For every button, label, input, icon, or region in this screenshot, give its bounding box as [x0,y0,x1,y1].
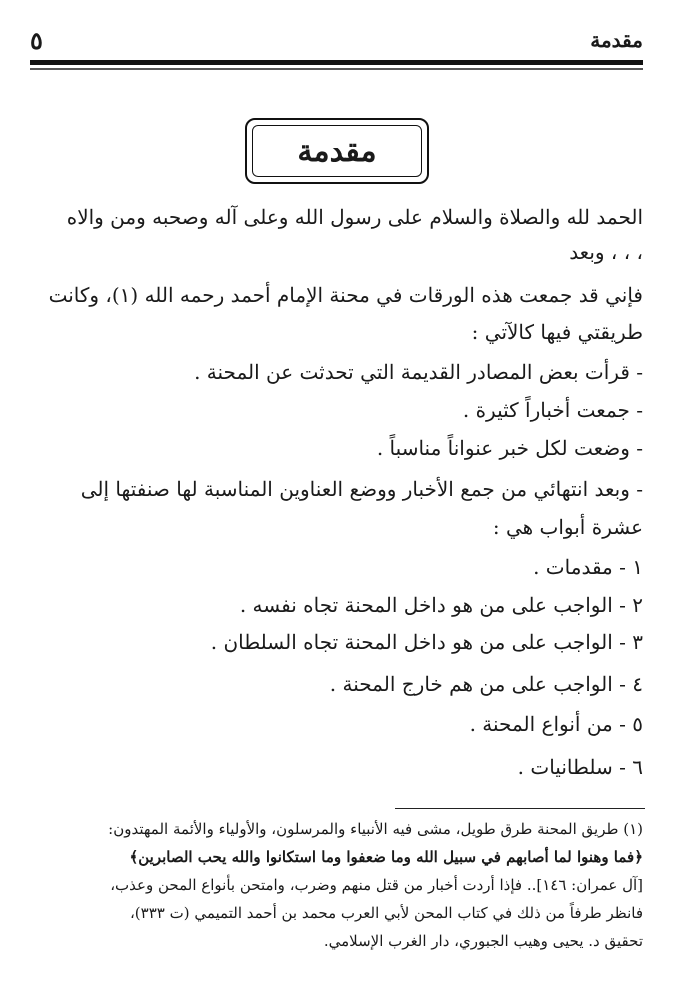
header-rule-thin [30,68,643,70]
chapter-item: ٢ - الواجب على من هو داخل المحنة تجاه نفسه . [239,593,643,617]
body-line-4: طريقتي فيها كالآتي : [471,320,643,344]
step-4: - وبعد انتهائي من جمع الأخبار ووضع العناوين المناسبة لها صنفتها إلى [80,477,643,501]
chapter-item: ١ - مقدمات . [533,555,643,579]
chapter-item: ٣ - الواجب على من هو داخل المحنة تجاه السلطان . [210,630,643,654]
footnote-line-4: فانظر طرفاً من ذلك في كتاب المحن لأبي العرب محمد بن أحمد التميمي (ت ٣٣٣)، [129,904,643,922]
footnote-separator [395,808,645,809]
page-number: ٥ [30,26,43,55]
header-rule-thick [30,60,643,65]
step-3: - وضعت لكل خبر عنواناً مناسباً . [376,436,643,460]
chapter-item: ٥ - من أنواع المحنة . [469,712,643,736]
footnote-line-2: ﴿فما وهنوا لما أصابهم في سبيل الله وما ضعفوا وما استكانوا والله يحب الصابرين﴾ [129,848,643,866]
section-heading: مقدمة [297,133,377,169]
step-2: - جمعت أخباراً كثيرة . [462,398,643,422]
footnote-line-3: [آل عمران: ١٤٦].. فإذا أردت أخبار من قتل منهم وضرب، وامتحن بأنواع المحن وعذب، [110,876,643,894]
chapter-item: ٦ - سلطانيات . [517,755,643,779]
heading-frame-inner [252,125,422,177]
running-header-title: مقدمة [590,28,643,52]
step-1: - قرأت بعض المصادر القديمة التي تحدثت عن المحنة . [194,360,643,384]
body-line-3: فإني قد جمعت هذه الورقات في محنة الإمام أحمد رحمه الله (١)، وكانت [48,283,643,307]
body-line-5: عشرة أبواب هي : [492,515,643,539]
footnote-line-5: تحقيق د. يحيى وهيب الجبوري، دار الغرب الإسلامي. [323,932,643,950]
chapter-item: ٤ - الواجب على من هم خارج المحنة . [329,672,643,696]
footnote-line-1: (١) طريق المحنة طرق طويل، مشى فيه الأنبياء والمرسلون، والأولياء والأئمة المهتدون: [108,820,643,838]
heading-frame [245,118,429,184]
running-header [30,28,643,62]
body-line-2: ، ، ، وبعد [569,240,643,264]
body-line-1: الحمد لله والصلاة والسلام على رسول الله وعلى آله وصحبه ومن والاه [66,205,643,229]
